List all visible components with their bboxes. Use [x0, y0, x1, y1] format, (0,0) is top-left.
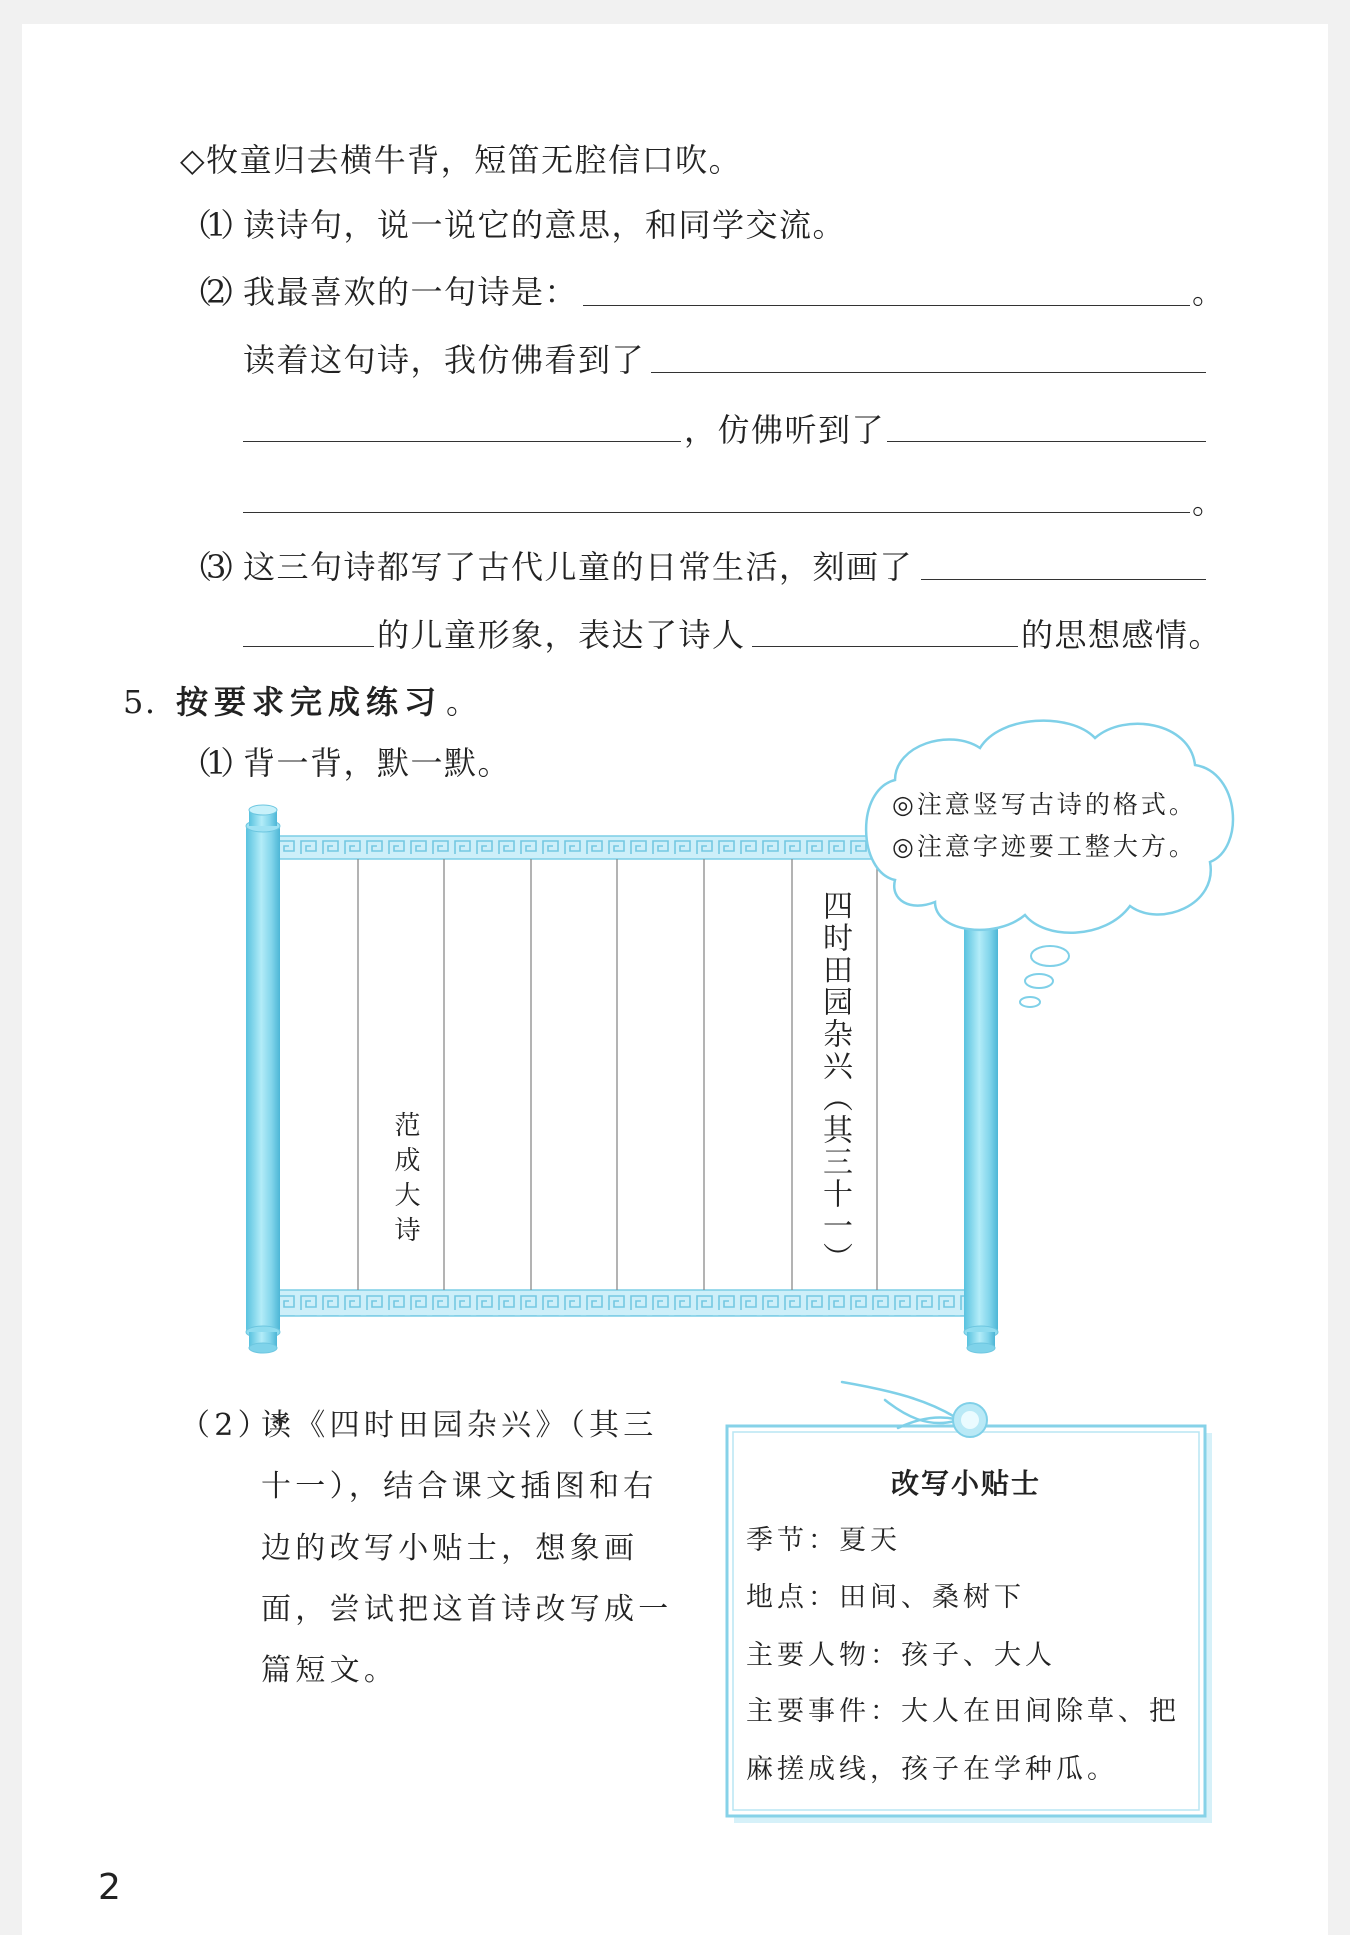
q5-item2-line: 面，尝试把这首诗改写成一 — [261, 1592, 673, 1627]
answer-blank — [583, 305, 1190, 306]
answer-blank — [921, 579, 1206, 580]
answer-blank — [243, 646, 374, 647]
q4-item2-favorite-end: 。 — [1192, 273, 1226, 311]
q4-item3-image-text: 的儿童形象，表达了诗人 — [377, 616, 746, 654]
rewrite-tips-title: 改写小贴士 — [890, 1467, 1041, 1500]
q5-number: 5. — [123, 683, 157, 721]
q4-item2-heard-end: 。 — [1192, 483, 1226, 521]
rewrite-tips-line: 季节：夏天 — [746, 1525, 901, 1556]
q4-item2-heard-text: ，仿佛听到了 — [684, 411, 886, 449]
answer-blank — [243, 512, 1190, 513]
scroll-poem-title: 四时田园杂兴（其三十一） — [817, 890, 852, 1274]
answer-blank — [651, 372, 1206, 373]
q4-item1-label: （1） — [180, 206, 247, 244]
q5-item1-text: 背一背，默一默。 — [243, 744, 512, 782]
cloud-tip: ◎注意竖写古诗的格式。 — [892, 790, 1197, 819]
poem-scroll — [246, 805, 998, 1353]
q4-item2-label: （2） — [180, 273, 247, 311]
q5-item1-label: （1） — [180, 744, 247, 782]
thought-bubble — [1025, 974, 1053, 988]
thought-bubble — [1031, 946, 1069, 966]
card-string — [842, 1382, 955, 1428]
card-tag — [953, 1403, 987, 1437]
q4-item3-label: （3） — [180, 548, 247, 586]
q4-item3-feeling-text: 的思想感情。 — [1021, 616, 1223, 654]
scroll-top-border — [276, 836, 968, 859]
q4-item3-portrayed-text: 这三句诗都写了古代儿童的日常生活，刻画了 — [243, 548, 914, 586]
q4-item1-text: 读诗句，说一说它的意思，和同学交流。 — [243, 206, 847, 244]
cloud-tip: ◎注意字迹要工整大方。 — [892, 832, 1197, 861]
q5-title: 按要求完成练习 — [176, 683, 443, 721]
scroll-left-roller — [246, 805, 280, 1353]
rewrite-tips-line: 主要事件：大人在田间除草、把 — [746, 1696, 1180, 1727]
q5-title-end: 。 — [446, 683, 480, 721]
scroll-poem-author: 范成大诗 — [390, 1111, 420, 1251]
rewrite-tips-line: 地点：田间、桑树下 — [746, 1582, 1025, 1613]
poem-line: ◇牧童归去横牛背，短笛无腔信口吹。 — [180, 141, 743, 179]
rewrite-tips-line: 主要人物：孩子、大人 — [746, 1640, 1056, 1671]
rewrite-tips-line: 麻搓成线，孩子在学种瓜。 — [746, 1754, 1118, 1785]
answer-blank — [887, 441, 1206, 442]
answer-blank — [243, 441, 681, 442]
page-number: 2 — [98, 1867, 121, 1908]
thought-bubble — [1020, 997, 1040, 1007]
q5-item2-line: 边的改写小贴士，想象画 — [261, 1531, 639, 1566]
q5-item2-line: 篇短文。 — [261, 1653, 399, 1688]
q4-item2-favorite-text: 我最喜欢的一句诗是： — [243, 273, 579, 311]
q4-item2-saw-text: 读着这句诗，我仿佛看到了 — [243, 341, 646, 379]
q5-item2-line: 十一），结合课文插图和右 — [261, 1469, 658, 1504]
scroll-paper — [280, 859, 964, 1290]
q5-item2-label: （2）* — [180, 1408, 292, 1443]
q5-item2-line: 读《四时田园杂兴》（其三 — [261, 1408, 658, 1443]
answer-blank — [752, 646, 1018, 647]
scroll-bottom-border — [276, 1290, 968, 1316]
